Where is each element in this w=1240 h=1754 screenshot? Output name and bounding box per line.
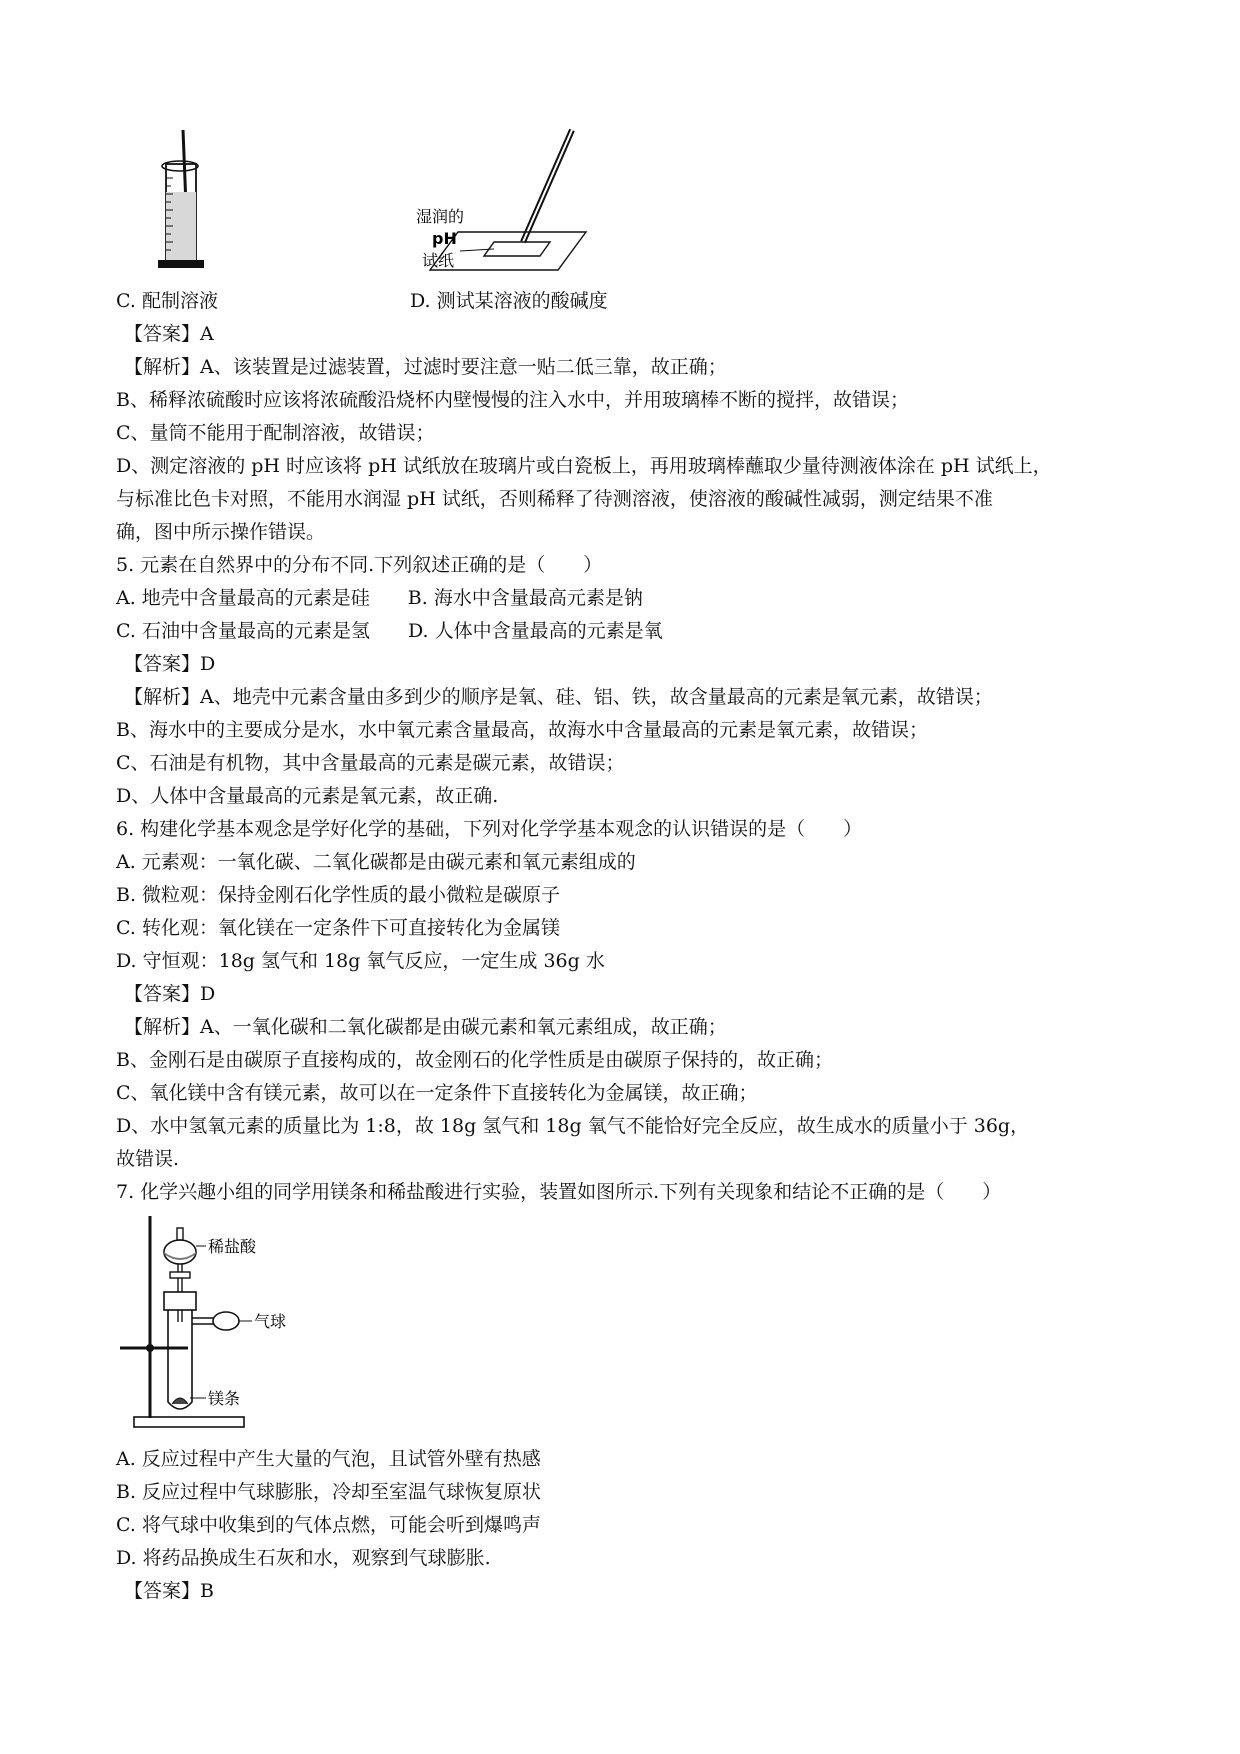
q5-answer: 【答案】D	[124, 653, 216, 675]
q6-analysis-line: 故错误.	[116, 1148, 180, 1170]
q4-analysis-line: 与标准比色卡对照，不能用水润湿 pH 试纸，否则稀释了待测溶液，使溶液的酸碱性减弱，测定结果不准	[116, 488, 993, 510]
q7-option: B. 反应过程中气球膨胀，冷却至室温气球恢复原状	[116, 1481, 542, 1503]
q4-analysis-line: D、测定溶液的 pH 时应该将 pH 试纸放在玻璃片或白瓷板上，再用玻璃棒蘸取少量待测液体涂在 pH 试纸上，	[116, 455, 1052, 477]
graduated-cylinder-figure	[150, 130, 214, 272]
q4-answer: 【答案】A	[124, 323, 214, 345]
q4-analysis-line: C、量筒不能用于配制溶液，故错误；	[116, 422, 435, 444]
q7-option: D. 将药品换成生石灰和水，观察到气球膨胀.	[116, 1547, 491, 1569]
q5-analysis-line: B、海水中的主要成分是水，水中氧元素含量最高，故海水中含量最高的元素是氧元素，故错误；	[116, 719, 928, 741]
magnesium-label: 镁条	[208, 1389, 241, 1408]
q5-analysis-line: D、人体中含量最高的元素是氧元素，故正确.	[116, 785, 499, 807]
q6-option: B. 微粒观：保持金刚石化学性质的最小微粒是碳原子	[116, 884, 561, 906]
q7-option: A. 反应过程中产生大量的气泡，且试管外壁有热感	[116, 1448, 541, 1470]
q6-option: D. 守恒观：18g 氢气和 18g 氧气反应，一定生成 36g 水	[116, 950, 605, 972]
ph-paper-drawing	[410, 126, 590, 276]
q4-analysis-line: B、稀释浓硫酸时应该将浓硫酸沿烧杯内壁慢慢的注入水中，并用玻璃棒不断的搅拌，故错误；	[116, 389, 909, 411]
q7-stem: 7. 化学兴趣小组的同学用镁条和稀盐酸进行实验，装置如图所示.下列有关现象和结论不正确的是（ ）	[116, 1181, 1002, 1203]
q5-options-row: A. 地壳中含量最高的元素是硅 B. 海水中含量最高元素是钠	[116, 587, 643, 609]
ph-paper-figure	[410, 126, 590, 276]
acid-label: 稀盐酸	[208, 1237, 257, 1256]
q6-analysis-line: B、金刚石是由碳原子直接构成的，故金刚石的化学性质是由碳原子保持的，故正确；	[116, 1049, 833, 1071]
q6-option: C. 转化观：氧化镁在一定条件下可直接转化为金属镁	[116, 917, 560, 939]
q6-analysis-line: C、氧化镁中含有镁元素，故可以在一定条件下直接转化为金属镁，故正确；	[116, 1082, 758, 1104]
q5-analysis-line: 【解析】A、地壳中元素含量由多到少的顺序是氧、硅、铝、铁，故含量最高的元素是氧元素，故错误；	[124, 686, 993, 708]
q7-answer: 【答案】B	[124, 1580, 214, 1602]
q4-analysis-line: 确，图中所示操作错误。	[116, 521, 326, 543]
q4-analysis-line: 【解析】A、该装置是过滤装置，过滤时要注意一贴二低三靠，故正确；	[124, 356, 727, 378]
q6-answer: 【答案】D	[124, 983, 216, 1005]
ph-label-paper: 试纸	[422, 251, 455, 270]
q4-option-d: D. 测试某溶液的酸碱度	[410, 290, 608, 312]
apparatus-drawing	[114, 1212, 314, 1432]
q7-option: C. 将气球中收集到的气体点燃，可能会听到爆鸣声	[116, 1514, 541, 1536]
q6-analysis-line: D、水中氢氧元素的质量比为 1:8，故 18g 氢气和 18g 氧气不能恰好完全反应，故生成水的质量小于 36g，	[116, 1115, 1030, 1137]
q6-option: A. 元素观：一氧化碳、二氧化碳都是由碳元素和氧元素组成的	[116, 851, 636, 873]
ph-label-wet: 湿润的	[416, 207, 465, 226]
q5-analysis-line: C、石油是有机物，其中含量最高的元素是碳元素，故错误；	[116, 752, 625, 774]
apparatus-figure	[114, 1212, 314, 1432]
balloon-label: 气球	[254, 1312, 287, 1331]
ph-label-ph: pH	[432, 229, 457, 248]
q5-stem: 5. 元素在自然界中的分布不同.下列叙述正确的是（ ）	[116, 554, 603, 576]
q5-options-row: C. 石油中含量最高的元素是氢 D. 人体中含量最高的元素是氧	[116, 620, 663, 642]
q6-analysis-line: 【解析】A、一氧化碳和二氧化碳都是由碳元素和氧元素组成，故正确；	[124, 1016, 727, 1038]
q6-stem: 6. 构建化学基本观念是学好化学的基础，下列对化学学基本观念的认识错误的是（ ）	[116, 818, 863, 840]
q4-option-c: C. 配制溶液	[116, 290, 218, 312]
graduated-cylinder-drawing	[150, 130, 214, 272]
